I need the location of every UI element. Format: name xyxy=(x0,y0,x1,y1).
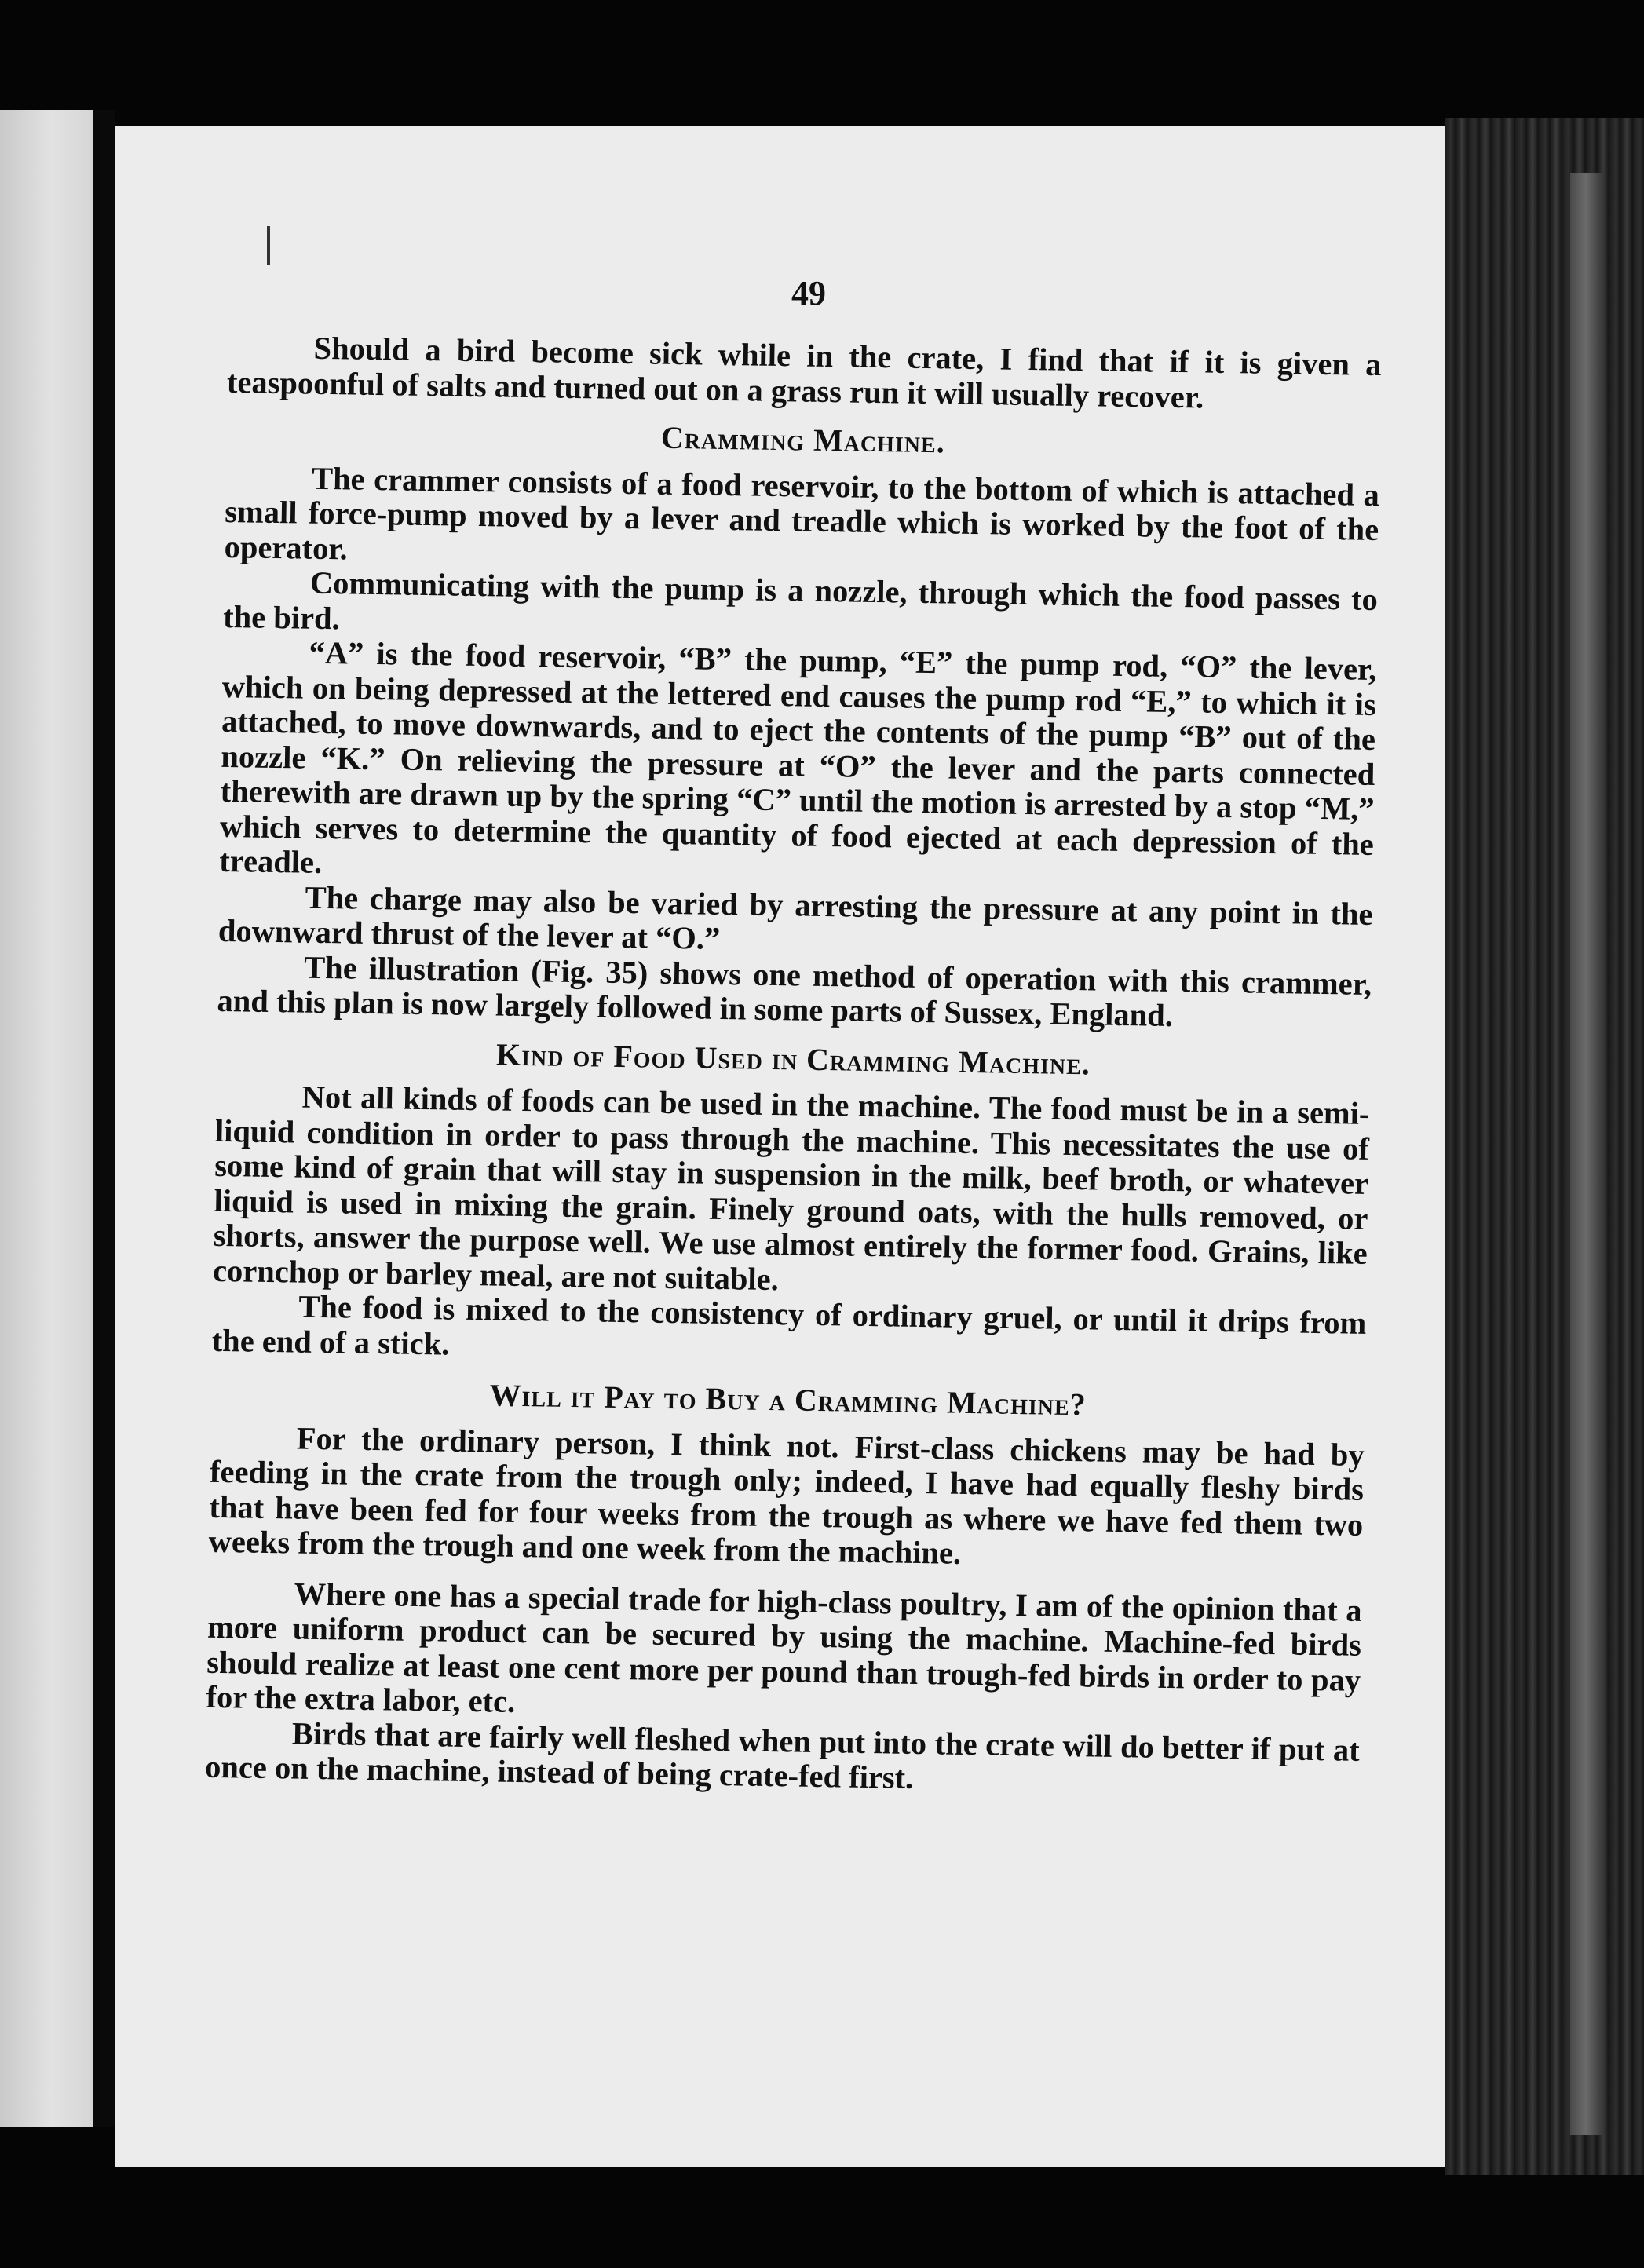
paragraph: Not all kinds of foods can be used in the machine. The food must be in a semi-liquid condition in order to pass through the machine. This necessitates the use of some kind of grain that will stay in suspension in the milk, beef broth, or whatever liquid is used in mixing the grain. Finely ground oats, with the hulls removed, or shorts, answer the purpose well. We use almost entirely the former food. Grains, like cornchop or barley meal, are not suitable. xyxy=(212,1079,1370,1297)
paragraph: The food is mixed to the consistency of ordinary gruel, or until it drips from the end of a stick. xyxy=(211,1288,1367,1362)
section-heading: Kind of Food Used in Cramming Machine. xyxy=(495,1035,1091,1081)
paragraph: For the ordinary person, I think not. First-class chickens may be had by feeding in the crate from the trough only; indeed, I have had equally fleshy birds that have been fed for four weeks from the trough as where we have fed them two weeks from the trough and one week from the machine. xyxy=(208,1420,1365,1571)
page-edges-stack xyxy=(1445,118,1644,2175)
paragraph: Communicating with the pump is a nozzle, through which the food passes to the bird. xyxy=(222,564,1379,636)
paragraph: The illustration (Fig. 35) shows one method of operation with this crammer, and this plan is now largely followed in some parts of Sussex, England. xyxy=(217,949,1372,1034)
paragraph: Should a bird become sick while in the crate, I find that if it is given a teaspoonful of salts and turned out on a grass run it will usually recover. xyxy=(226,330,1382,415)
page-edges-highlight xyxy=(1570,173,1602,2135)
paragraph: “A” is the food reservoir, “B” the pump, “E” the pump rod, “O” the lever, which on being depressed at the lettered end causes the pump rod “E,” to which it is attached, to move downwards, and to eject the contents of the pump “B” out of the nozzle “K.” On relieving the pressure at “O” the lever and the parts connected therewith are drawn up by the spring “C” until the motion is arrested by a stop “M,” which serves to determine the quantity of food ejected at each depression of the treadle. xyxy=(219,634,1377,880)
page-number: 49 xyxy=(791,274,826,312)
page-text xyxy=(205,330,1382,1802)
scan-mark xyxy=(267,226,270,265)
paragraph: Where one has a special trade for high-class poultry, I am of the opinion that a more uniform product can be secured by using the machine. Machine-fed birds should realize at least one cent more per pound than trough-fed birds in order to pay for the extra labor, etc. xyxy=(206,1576,1362,1719)
book-gutter xyxy=(93,110,115,2127)
paragraph: The charge may also be varied by arresting the pressure at any point in the downward thrust of the lever at “O.” xyxy=(217,879,1373,956)
section-heading: Cramming Machine. xyxy=(660,419,946,460)
paragraph: Birds that are fairly well fleshed when put into the crate will do better if put at once on the machine, instead of being crate-fed first. xyxy=(204,1715,1361,1795)
left-page-edge xyxy=(0,110,93,2127)
section-heading: Will it Pay to Buy a Cramming Machine? xyxy=(489,1377,1087,1423)
paragraph: The crammer consists of a food reservoir, to the bottom of which is attached a small force-pump moved by a lever and treadle which is worked by the foot of the operator. xyxy=(224,460,1380,566)
